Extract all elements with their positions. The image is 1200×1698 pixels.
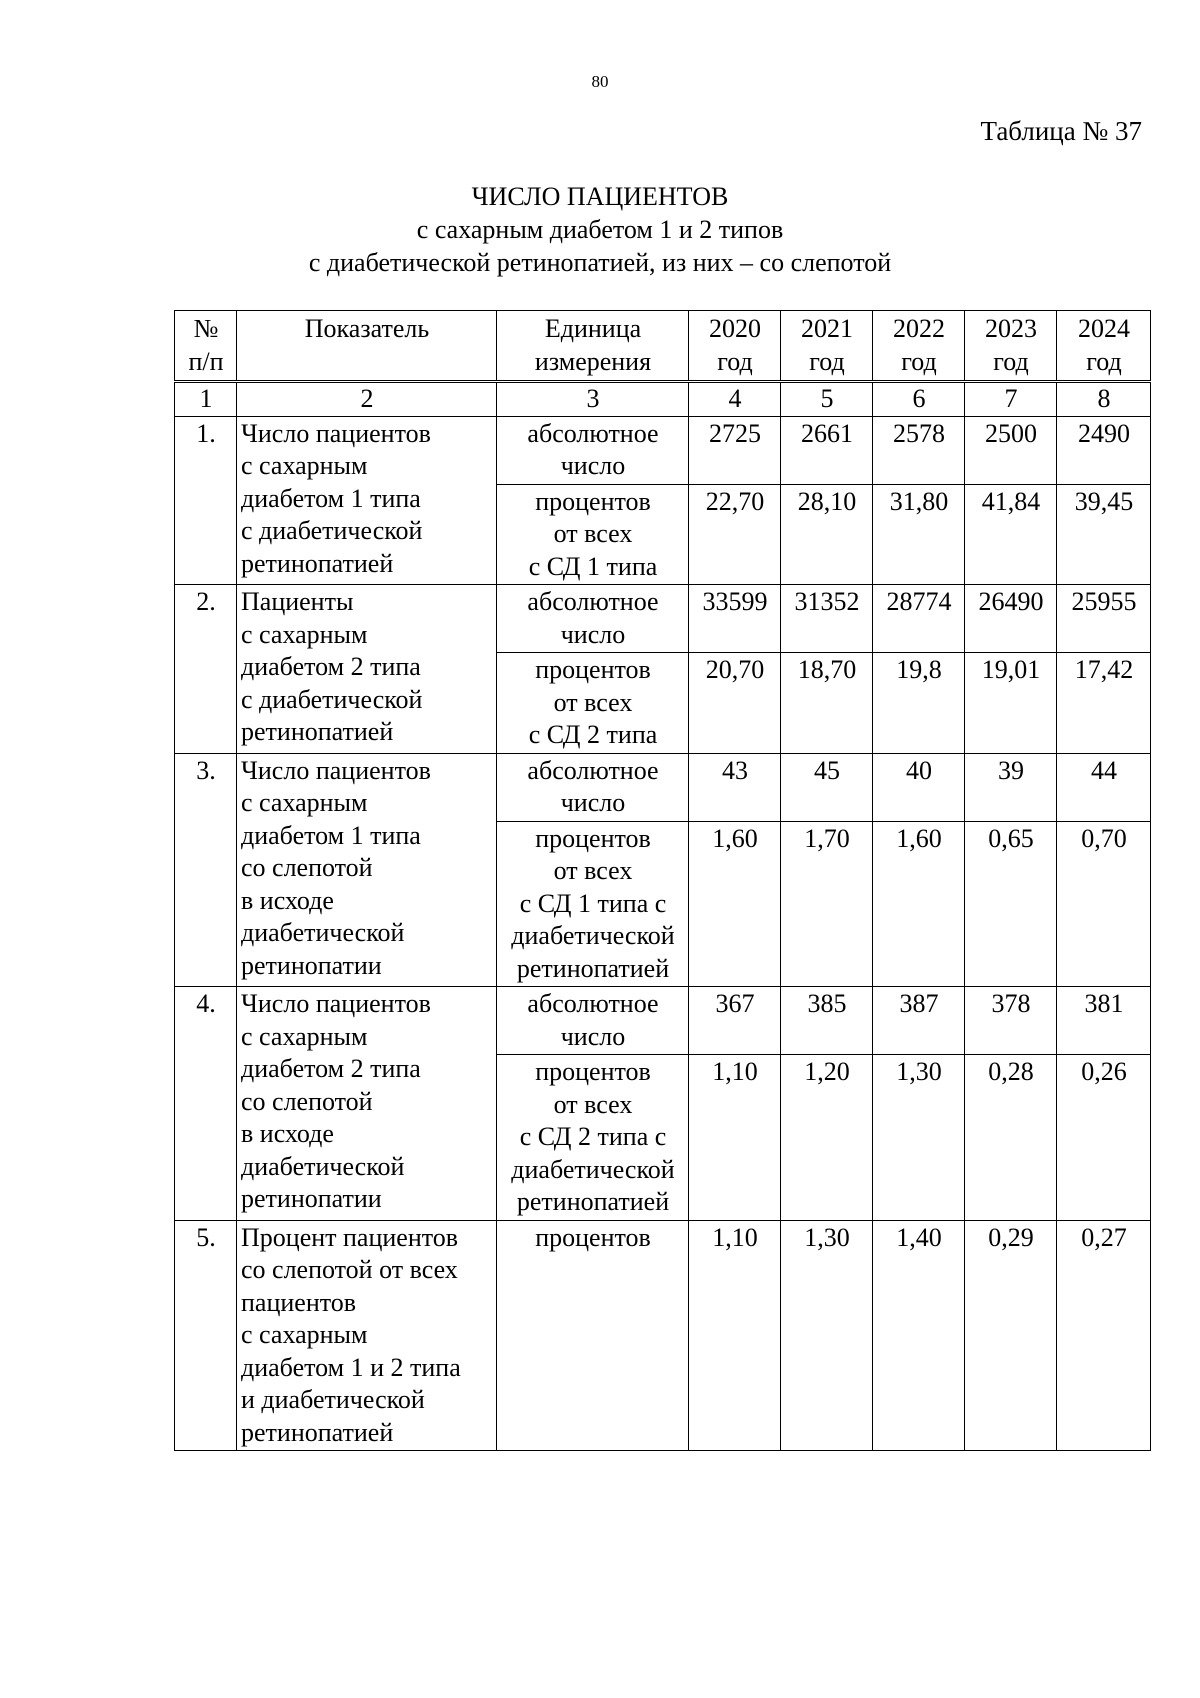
value-cell: 385 [781, 987, 873, 1055]
row-number: 3. [175, 753, 237, 987]
column-number: 1 [175, 382, 237, 417]
value-cell: 1,60 [689, 821, 781, 987]
table-title [0, 180, 1200, 279]
indicator-cell: Число пациентов с сахарным диабетом 1 типа с диабетической ретинопатией [237, 416, 497, 585]
indicator-cell: Число пациентов с сахарным диабетом 2 типа со слепотой в исходе диабетической ретинопатии [237, 987, 497, 1221]
header-year-2024: 2024 год [1057, 311, 1151, 382]
header-row [175, 311, 1151, 382]
title-line-1: ЧИСЛО ПАЦИЕНТОВ [471, 182, 729, 211]
table-row [175, 987, 1151, 1055]
row-number: 1. [175, 416, 237, 585]
header-year-2020: 2020 год [689, 311, 781, 382]
value-cell: 1,30 [781, 1220, 873, 1451]
value-cell: 1,40 [873, 1220, 965, 1451]
value-cell: 45 [781, 753, 873, 821]
title-line-3: с диабетической ретинопатией, из них – со слепотой [308, 248, 892, 277]
header-year-2023: 2023 год [965, 311, 1057, 382]
value-cell: 44 [1057, 753, 1151, 821]
unit-cell: процентов от всех с СД 2 типа [497, 653, 689, 754]
value-cell: 31352 [781, 585, 873, 653]
value-cell: 43 [689, 753, 781, 821]
value-cell: 0,65 [965, 821, 1057, 987]
row-number: 4. [175, 987, 237, 1221]
value-cell: 2661 [781, 416, 873, 484]
value-cell: 0,29 [965, 1220, 1057, 1451]
column-number: 3 [497, 382, 689, 417]
value-cell: 39 [965, 753, 1057, 821]
column-number-row [175, 382, 1151, 417]
value-cell: 19,8 [873, 653, 965, 754]
indicator-cell: Процент пациентов со слепотой от всех пациентов с сахарным диабетом 1 и 2 типа и диабетической ретинопатией [237, 1220, 497, 1451]
value-cell: 2490 [1057, 416, 1151, 484]
header-no: № п/п [175, 311, 237, 382]
value-cell: 1,10 [689, 1055, 781, 1221]
value-cell: 19,01 [965, 653, 1057, 754]
value-cell: 1,70 [781, 821, 873, 987]
value-cell: 1,10 [689, 1220, 781, 1451]
value-cell: 1,60 [873, 821, 965, 987]
value-cell: 41,84 [965, 484, 1057, 585]
header-unit: Единица измерения [497, 311, 689, 382]
column-number: 7 [965, 382, 1057, 417]
indicator-cell: Пациенты с сахарным диабетом 2 типа с диабетической ретинопатией [237, 585, 497, 754]
value-cell: 1,20 [781, 1055, 873, 1221]
table-row [175, 753, 1151, 821]
unit-cell: процентов от всех с СД 1 типа с диабетической ретинопатией [497, 821, 689, 987]
value-cell: 31,80 [873, 484, 965, 585]
value-cell: 381 [1057, 987, 1151, 1055]
value-cell: 2500 [965, 416, 1057, 484]
column-number: 6 [873, 382, 965, 417]
table-row [175, 416, 1151, 484]
value-cell: 18,70 [781, 653, 873, 754]
value-cell: 26490 [965, 585, 1057, 653]
value-cell: 33599 [689, 585, 781, 653]
table-row [175, 585, 1151, 653]
header-indicator: Показатель [237, 311, 497, 382]
value-cell: 25955 [1057, 585, 1151, 653]
value-cell: 387 [873, 987, 965, 1055]
page-number: 80 [591, 72, 609, 91]
value-cell: 0,28 [965, 1055, 1057, 1221]
value-cell: 2578 [873, 416, 965, 484]
unit-cell: процентов [497, 1220, 689, 1451]
table-row [175, 1220, 1151, 1451]
data-table [174, 310, 1151, 1451]
value-cell: 40 [873, 753, 965, 821]
value-cell: 2725 [689, 416, 781, 484]
header-year-2022: 2022 год [873, 311, 965, 382]
unit-cell: абсолютное число [497, 585, 689, 653]
indicator-cell: Число пациентов с сахарным диабетом 1 типа со слепотой в исходе диабетической ретинопатии [237, 753, 497, 987]
value-cell: 20,70 [689, 653, 781, 754]
value-cell: 0,27 [1057, 1220, 1151, 1451]
title-line-2: с сахарным диабетом 1 и 2 типов [416, 215, 784, 244]
value-cell: 1,30 [873, 1055, 965, 1221]
row-number: 5. [175, 1220, 237, 1451]
unit-cell: абсолютное число [497, 987, 689, 1055]
value-cell: 17,42 [1057, 653, 1151, 754]
row-number: 2. [175, 585, 237, 754]
value-cell: 39,45 [1057, 484, 1151, 585]
unit-cell: процентов от всех с СД 2 типа с диабетической ретинопатией [497, 1055, 689, 1221]
value-cell: 28774 [873, 585, 965, 653]
column-number: 4 [689, 382, 781, 417]
column-number: 2 [237, 382, 497, 417]
unit-cell: абсолютное число [497, 416, 689, 484]
column-number: 5 [781, 382, 873, 417]
value-cell: 367 [689, 987, 781, 1055]
unit-cell: абсолютное число [497, 753, 689, 821]
unit-cell: процентов от всех с СД 1 типа [497, 484, 689, 585]
value-cell: 22,70 [689, 484, 781, 585]
value-cell: 0,26 [1057, 1055, 1151, 1221]
value-cell: 28,10 [781, 484, 873, 585]
table-number: Таблица № 37 [980, 116, 1142, 146]
column-number: 8 [1057, 382, 1151, 417]
value-cell: 0,70 [1057, 821, 1151, 987]
header-year-2021: 2021 год [781, 311, 873, 382]
value-cell: 378 [965, 987, 1057, 1055]
